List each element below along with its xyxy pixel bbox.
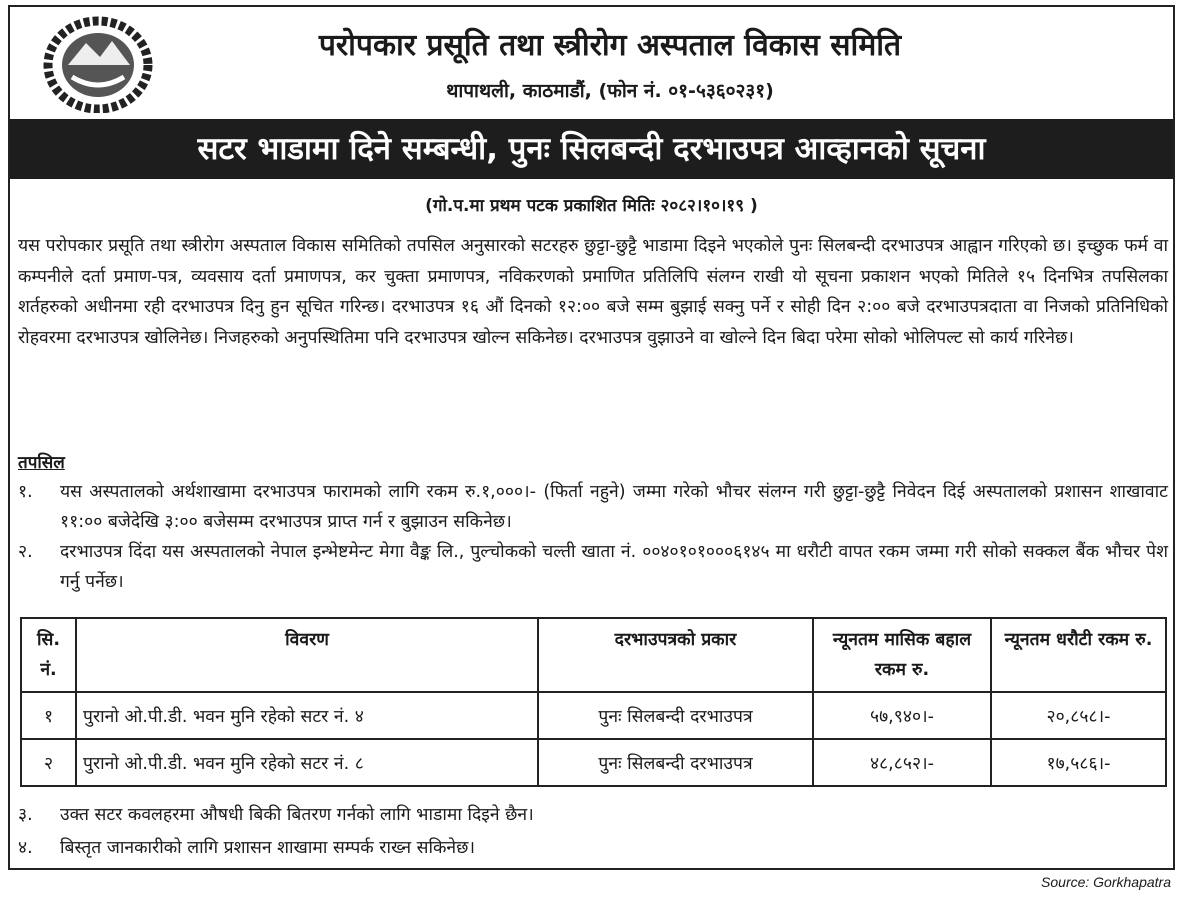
- conditions-list: [18, 477, 1168, 597]
- cell-sn: २: [21, 739, 76, 786]
- tapasil-heading: तपसिल: [18, 453, 65, 473]
- cell-min-deposit: १७,५८६।-: [991, 739, 1166, 786]
- source-credit: Source: Gorkhapatra: [1041, 874, 1171, 890]
- organization-address: थापाथली, काठमाडौं, (फोन नं. ०१-५३६०२३१): [446, 80, 774, 102]
- cell-min-rent: ५७,९४०।-: [813, 692, 991, 739]
- list-item: [18, 799, 1168, 832]
- notice-frame: [8, 5, 1175, 870]
- item-text: यस अस्पतालको अर्थशाखामा दरभाउपत्र फारामको लागि रकम रु.१,०००।- (फिर्ता नहुने) जम्मा गरेको भौचर संलग्न गरी छुट्टा-छुट्टै निवेदन दिई अस्पतालको प्रशासन शाखावाट ११:०० बजेदेखि ३:०० बजेसम्म दरभाउपत्र प्राप्त गर्न र बुझाउन सकिनेछ।: [60, 482, 1168, 532]
- publish-date: (गो.प.मा प्रथम पटक प्रकाशित मितिः २०८२।१०।१९ ): [425, 196, 758, 216]
- item-number: ४.: [18, 838, 33, 858]
- item-number: २.: [18, 542, 33, 562]
- cell-sn: १: [21, 692, 76, 739]
- cell-min-rent: ४८,८५२।-: [813, 739, 991, 786]
- cell-bid-type: पुनः सिलबन्दी दरभाउपत्र: [538, 739, 813, 786]
- cell-bid-type: पुनः सिलबन्दी दरभाउपत्र: [538, 692, 813, 739]
- item-number: ३.: [18, 805, 33, 825]
- col-min-deposit: न्यूनतम धरौटी रकम रु.: [991, 618, 1166, 692]
- notice-header: [10, 7, 1173, 119]
- shutter-table: [20, 617, 1167, 787]
- item-text: उक्त सटर कवलहरमा औषधी बिकी बितरण गर्नको लागि भाडामा दिइने छैन।: [60, 805, 534, 825]
- item-text: बिस्तृत जानकारीको लागि प्रशासन शाखामा सम्पर्क राख्न सकिनेछ।: [60, 838, 476, 858]
- col-description: विवरण: [76, 618, 538, 692]
- notice-title: सटर भाडामा दिने सम्बन्धी, पुनः सिलबन्दी दरभाउपत्र आव्हानको सूचना: [10, 119, 1173, 179]
- col-sn: सि. नं.: [21, 618, 76, 692]
- table-header-row: [21, 618, 1166, 692]
- notes-list: [18, 799, 1168, 865]
- table-row: [21, 692, 1166, 739]
- notice-paragraph: यस परोपकार प्रसूति तथा स्त्रीरोग अस्पताल विकास समितिको तपसिल अनुसारको सटरहरु छुट्टा-छुट्टै भाडामा दिइने भएकोले पुनः सिलबन्दी दरभाउपत्र आह्वान गरिएको छ। इच्छुक फर्म वा कम्पनीले दर्ता प्रमाण-पत्र, व्यवसाय दर्ता प्रमाणपत्र, कर चुक्ता प्रमाणपत्र, नविकरणको प्रमाणित प्रतिलिपि संलग्न राखी यो सूचना प्रकाशन भएको मितिले १५ दिनभित्र तपसिलका शर्तहरुको अधीनमा रही दरभाउपत्र दिनु हुन सूचित गरिन्छ। दरभाउपत्र १६ औं दिनको १२:०० बजे सम्म बुझाई सक्नु पर्ने र सोही दिन २:०० बजे दरभाउपत्रदाता वा निजको प्रतिनिधिको रोहवरमा दरभाउपत्र खोलिनेछ। निजहरुको अनुपस्थितिमा पनि दरभाउपत्र खोल्न सकिनेछ। दरभाउपत्र वुझाउने वा खोल्ने दिन बिदा परेमा सोको भोलिपल्ट सो कार्य गरिनेछ।: [18, 236, 1168, 348]
- nepal-emblem-logo: [42, 15, 154, 113]
- item-number: १.: [18, 482, 33, 502]
- table-row: [21, 739, 1166, 786]
- cell-description: पुरानो ओ.पी.डी. भवन मुनि रहेको सटर नं. ४: [76, 692, 538, 739]
- col-min-rent: न्यूनतम मासिक बहाल रकम रु.: [813, 618, 991, 692]
- col-bid-type: दरभाउपत्रको प्रकार: [538, 618, 813, 692]
- list-item: [18, 477, 1168, 537]
- cell-description: पुरानो ओ.पी.डी. भवन मुनि रहेको सटर नं. ८: [76, 739, 538, 786]
- cell-min-deposit: २०,८५८।-: [991, 692, 1166, 739]
- list-item: [18, 832, 1168, 865]
- organization-name: परोपकार प्रसूति तथा स्त्रीरोग अस्पताल विकास समिति: [318, 28, 902, 63]
- list-item: [18, 537, 1168, 597]
- item-text: दरभाउपत्र दिंदा यस अस्पतालको नेपाल इन्भेष्टमेन्ट मेगा वैङ्क लि., पुल्चोकको चल्ती खाता नं. ००४०१०१०००६१४५ मा धरौटी वापत रकम जम्मा गरी सोको सक्कल बैंक भौचर पेश गर्नु पर्नेछ।: [60, 542, 1168, 592]
